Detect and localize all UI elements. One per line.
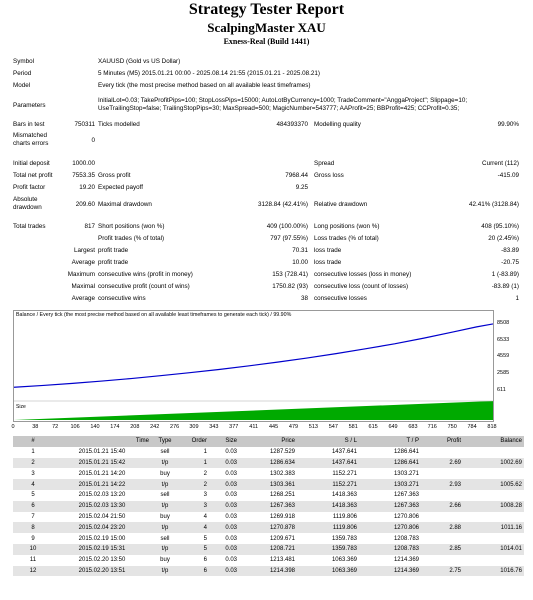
x-tick-label: 479: [288, 424, 299, 430]
absolute-drawdown-value: 209.60: [75, 201, 95, 208]
x-tick-label: 445: [268, 424, 279, 430]
deal-profit: [421, 447, 463, 458]
x-tick-label: 140: [90, 424, 100, 430]
deal-balance: [463, 490, 524, 501]
deal-balance: 1014.01: [463, 544, 524, 555]
size-label: Size: [16, 404, 26, 410]
deal-sl: 1119.806: [332, 513, 357, 520]
deal-number: 7: [31, 513, 35, 520]
deal-price: 1209.671: [269, 535, 295, 542]
deal-size: 0.03: [209, 566, 239, 577]
average-consecutive-row: [0, 294, 533, 304]
table-row: [13, 479, 524, 490]
profit-factor-value: 19.20: [79, 184, 95, 191]
symbol-row: [0, 57, 533, 67]
spread-value: Current (112): [482, 160, 519, 167]
deals-header-row: [13, 436, 524, 447]
x-tick-label: 309: [189, 424, 199, 430]
deal-type: sell: [160, 535, 170, 542]
deal-size: 0.03: [225, 535, 237, 542]
largest-loss-trade-value: -83.89: [501, 247, 519, 254]
deal-order: 6: [179, 566, 209, 577]
deal-tp: 1208.783: [359, 544, 421, 555]
x-axis-ticks: [11, 424, 497, 433]
period-row: [0, 69, 533, 79]
deal-tp: 1267.363: [393, 492, 419, 499]
deal-time: 2015.02.20 13:50: [78, 557, 126, 564]
quality-label: Modelling quality: [314, 121, 361, 128]
deal-size: 0.03: [209, 458, 239, 469]
deal-size: 0.03: [209, 544, 239, 555]
deal-time: 2015.01.21 15:40: [78, 449, 126, 456]
deal-size: 0.03: [209, 479, 239, 490]
deal-sl: 1152.271: [297, 479, 359, 490]
gross-profit-value: 7968.44: [285, 172, 308, 179]
average-consecutive-wins-label: consecutive wins: [98, 295, 146, 302]
deal-price: 1270.878: [239, 522, 297, 533]
x-tick-label: 649: [388, 424, 398, 430]
profit-trades-value: 797 (97.55%): [270, 235, 308, 242]
deal-time: 2015.01.21 14:20: [78, 470, 126, 477]
table-row: [13, 566, 524, 577]
initial-deposit-row: [0, 159, 533, 169]
deal-time: 2015.01.21 14:22: [53, 479, 151, 490]
deal-profit: [421, 555, 463, 566]
x-tick-label: 615: [368, 424, 378, 430]
consecutive-losses-money-value: 1 (-83.89): [491, 271, 519, 278]
deal-price: 1302.383: [269, 470, 295, 477]
average-consecutive-losses-value: 1: [515, 295, 519, 302]
deal-profit: [421, 468, 463, 479]
total-trades-value: 817: [84, 223, 95, 230]
maximum-row: [0, 270, 533, 280]
gross-loss-value: -415.09: [497, 172, 519, 179]
deal-sl: 1063.369: [297, 566, 359, 577]
deal-size: 0.03: [209, 501, 239, 512]
col-price: Price: [239, 436, 297, 447]
deal-balance: [463, 468, 524, 479]
initial-deposit-label: Initial deposit: [13, 160, 50, 167]
deal-price: 1269.918: [269, 513, 295, 520]
table-row: [13, 555, 524, 566]
x-tick-label: 683: [408, 424, 418, 430]
largest-label: Largest: [73, 247, 95, 254]
deal-type: t/p: [151, 544, 179, 555]
deal-order: 6: [203, 557, 207, 564]
x-tick-label: 581: [348, 424, 358, 430]
initial-deposit-value: 1000.00: [72, 160, 95, 167]
consecutive-profit-count-value: 1750.82 (93): [272, 283, 308, 290]
x-tick-label: 784: [467, 424, 477, 430]
deal-price: 1213.481: [269, 557, 295, 564]
deal-time: 2015.02.19 15:31: [53, 544, 151, 555]
col-balance: Balance: [463, 436, 524, 447]
y-tick-label: 4559: [497, 353, 510, 360]
period-label: Period: [13, 70, 32, 77]
parameters-line-1: InitialLot=0.03; TakeProfitPips=100; StopLossPips=15000; AutoLotByCurrency=1000; TradeComment="AnggaProject"; Slippage=10;: [98, 97, 468, 104]
table-row: [13, 544, 524, 555]
col-profit: Profit: [421, 436, 463, 447]
deal-profit: 2.85: [421, 544, 463, 555]
net-profit-label: Total net profit: [13, 172, 53, 179]
gross-loss-label: Gross loss: [314, 172, 344, 179]
model-label: Model: [13, 82, 31, 89]
deal-number: 5: [31, 492, 35, 499]
deal-balance: [463, 512, 524, 523]
deal-type: t/p: [151, 566, 179, 577]
deal-number: 10: [13, 544, 53, 555]
maximal-drawdown-value: 3128.84 (42.41%): [257, 201, 308, 208]
average-consecutive-wins-value: 38: [300, 295, 308, 302]
profit-factor-label: Profit factor: [13, 184, 46, 191]
symbol-label: Symbol: [13, 58, 34, 65]
profit-trades-row: [0, 234, 533, 244]
average-profit-trade-label: profit trade: [98, 259, 129, 266]
deal-tp: 1267.363: [359, 501, 421, 512]
deal-number: 3: [31, 470, 35, 477]
deal-order: 2: [179, 479, 209, 490]
maximal-drawdown-label: Maximal drawdown: [98, 201, 152, 208]
deal-number: 12: [13, 566, 53, 577]
x-tick-label: 38: [32, 424, 39, 430]
deal-tp: 1270.806: [359, 522, 421, 533]
largest-row: [0, 246, 533, 256]
deal-number: 6: [13, 501, 53, 512]
deal-tp: 1303.271: [393, 470, 419, 477]
deal-order: 2: [203, 470, 207, 477]
size-area: [14, 401, 493, 420]
deal-profit: [421, 533, 463, 544]
total-trades-label: Total trades: [13, 223, 46, 230]
col-number: #: [13, 436, 53, 447]
deals-table: [13, 436, 524, 576]
table-row: [13, 522, 524, 533]
deal-balance: [463, 533, 524, 544]
average-loss-trade-label: loss trade: [314, 259, 342, 266]
table-row: [13, 501, 524, 512]
deal-tp: 1214.369: [393, 557, 419, 564]
table-row: [13, 512, 524, 523]
deal-order: 1: [179, 458, 209, 469]
deal-type: sell: [160, 449, 170, 456]
deal-size: 0.03: [225, 513, 237, 520]
mismatch-row: [0, 131, 533, 151]
long-positions-value: 408 (95.10%): [481, 223, 519, 230]
deal-time: 2015.01.21 15:42: [53, 458, 151, 469]
deal-tp: 1270.806: [393, 513, 419, 520]
deal-number: 2: [13, 458, 53, 469]
x-tick-label: 106: [70, 424, 80, 430]
x-tick-label: 547: [328, 424, 338, 430]
deal-type: buy: [160, 513, 170, 520]
consecutive-wins-money-value: 153 (728.41): [272, 271, 308, 278]
x-tick-label: 750: [447, 424, 457, 430]
deal-order: 1: [203, 449, 207, 456]
deal-order: 5: [179, 544, 209, 555]
deal-time: 2015.02.19 15:00: [78, 535, 126, 542]
x-tick-label: 0: [11, 424, 15, 430]
maximal-label: Maximal: [71, 283, 95, 290]
deal-tp: 1303.271: [359, 479, 421, 490]
deal-type: sell: [160, 492, 170, 499]
col-type: Type: [151, 436, 179, 447]
mismatch-label-1: Mismatched: [13, 132, 47, 139]
deal-sl: 1437.641: [297, 458, 359, 469]
x-tick-label: 343: [209, 424, 219, 430]
bars-row: [0, 120, 533, 130]
deal-profit: [421, 490, 463, 501]
table-row: [13, 447, 524, 458]
deal-profit: 2.69: [421, 458, 463, 469]
x-tick-label: 411: [249, 424, 259, 430]
deal-price: 1214.398: [239, 566, 297, 577]
drawdown-row: [0, 195, 533, 215]
loss-trades-label: Loss trades (% of total): [314, 235, 379, 242]
col-size: Size: [209, 436, 239, 447]
model-row: [0, 81, 533, 91]
average-label: Average: [71, 259, 95, 266]
mismatch-value: 0: [91, 137, 95, 144]
table-row: [13, 468, 524, 479]
deal-number: 9: [31, 535, 35, 542]
deal-balance: 1005.62: [463, 479, 524, 490]
chart-legend: Balance / Every tick (the most precise method based on all available least timeframes to generate each tick) / 99.90%: [16, 312, 292, 318]
consecutive-loss-count-value: -83.89 (1): [491, 283, 519, 290]
deal-balance: 1002.69: [463, 458, 524, 469]
deal-profit: 2.66: [421, 501, 463, 512]
deal-balance: 1008.28: [463, 501, 524, 512]
deal-size: 0.03: [225, 449, 237, 456]
parameters-line-2: UseTrailingStop=false; TrailingStopPips=30; MaxSpread=500; MagicNumber=543777; AAProfit=25; BBProfit=425; CCProfit=0.35;: [98, 105, 460, 112]
deal-type: t/p: [151, 501, 179, 512]
deal-price: 1267.363: [239, 501, 297, 512]
balance-chart: [13, 310, 494, 422]
model-value: Every tick (the most precise method based on all available least timeframes): [98, 82, 311, 89]
largest-profit-trade-value: 70.31: [292, 247, 308, 254]
deal-order: 3: [203, 492, 207, 499]
deal-time: 2015.02.03 13:30: [53, 501, 151, 512]
profit-factor-row: [0, 183, 533, 193]
largest-profit-trade-label: profit trade: [98, 247, 129, 254]
consecutive-wins-money-label: consecutive wins (profit in money): [98, 271, 193, 278]
deal-profit: 2.75: [421, 566, 463, 577]
x-tick-label: 818: [487, 424, 497, 430]
x-tick-label: 208: [130, 424, 140, 430]
deal-tp: 1286.641: [359, 458, 421, 469]
deal-type: t/p: [151, 479, 179, 490]
deal-profit: 2.88: [421, 522, 463, 533]
x-tick-label: 174: [110, 424, 120, 430]
deal-profit: [421, 512, 463, 523]
y-tick-label: 6533: [497, 336, 510, 343]
deal-order: 5: [203, 535, 207, 542]
col-tp: T / P: [359, 436, 421, 447]
deal-price: 1268.251: [269, 492, 295, 499]
x-tick-label: 276: [170, 424, 180, 430]
deal-balance: 1016.76: [463, 566, 524, 577]
deal-sl: 1437.641: [331, 449, 357, 456]
table-row: [13, 533, 524, 544]
average-loss-trade-value: -20.75: [501, 259, 519, 266]
deal-price: 1208.721: [239, 544, 297, 555]
expert-name: ScalpingMaster XAU: [207, 20, 326, 35]
maximal-row: [0, 282, 533, 292]
balance-chart-svg: [14, 311, 493, 421]
deal-price: 1286.634: [239, 458, 297, 469]
average-row: [0, 258, 533, 268]
bars-value: 750311: [74, 121, 95, 128]
deal-tp: 1214.369: [359, 566, 421, 577]
symbol-value: XAUUSD (Gold vs US Dollar): [98, 58, 181, 65]
deal-type: t/p: [151, 458, 179, 469]
deal-time: 2015.02.03 13:20: [78, 492, 126, 499]
deal-size: 0.03: [225, 492, 237, 499]
period-value: 5 Minutes (M5) 2015.01.21 00:00 - 2025.08.14 21:55 (2015.01.21 - 2025.08.21): [98, 70, 320, 77]
mismatch-label-2: charts errors: [13, 140, 49, 147]
deal-type: t/p: [151, 522, 179, 533]
total-trades-row: [0, 222, 533, 232]
relative-drawdown-value: 42.41% (3128.84): [468, 201, 519, 208]
deal-profit: 2.93: [421, 479, 463, 490]
deal-type: buy: [160, 470, 170, 477]
deal-number: 4: [13, 479, 53, 490]
deal-size: 0.03: [225, 470, 237, 477]
x-tick-label: 72: [52, 424, 59, 430]
parameters-row: [0, 97, 533, 117]
y-tick-label: 2585: [497, 369, 510, 376]
gross-profit-label: Gross profit: [98, 172, 131, 179]
deal-balance: [463, 555, 524, 566]
deal-time: 2015.02.04 21:50: [78, 513, 126, 520]
net-profit-row: [0, 171, 533, 181]
deal-type: buy: [160, 557, 170, 564]
loss-trades-value: 20 (2.45%): [488, 235, 519, 242]
deal-balance: [463, 447, 524, 458]
expected-payoff-value: 9.25: [295, 184, 308, 191]
deal-price: 1287.529: [269, 449, 295, 456]
table-row: [13, 490, 524, 501]
average-consecutive-losses-label: consecutive losses: [314, 295, 367, 302]
table-row: [13, 458, 524, 469]
spread-label: Spread: [314, 160, 335, 167]
short-positions-value: 409 (100.00%): [266, 223, 308, 230]
ticks-label: Ticks modelled: [98, 121, 140, 128]
deal-sl: 1418.363: [297, 501, 359, 512]
largest-loss-trade-label: loss trade: [314, 247, 342, 254]
deal-sl: 1359.783: [297, 544, 359, 555]
report-title: Strategy Tester Report: [188, 1, 345, 18]
deal-number: 8: [13, 522, 53, 533]
deal-number: 1: [31, 449, 35, 456]
average-consecutive-label: Average: [71, 295, 95, 302]
parameters-label: Parameters: [13, 102, 46, 109]
deal-order: 4: [203, 513, 207, 520]
quality-value: 99.90%: [497, 121, 519, 128]
deal-time: 2015.02.04 23:20: [53, 522, 151, 533]
x-tick-label: 513: [308, 424, 318, 430]
x-tick-label: 716: [427, 424, 437, 430]
y-tick-label: 611: [497, 386, 506, 393]
deal-size: 0.03: [225, 557, 237, 564]
deal-balance: 1011.16: [463, 522, 524, 533]
x-tick-label: 377: [229, 424, 239, 430]
expected-payoff-label: Expected payoff: [98, 184, 144, 191]
deal-tp: 1286.641: [393, 449, 419, 456]
deal-sl: 1418.363: [331, 492, 357, 499]
deal-size: 0.03: [209, 522, 239, 533]
deal-order: 3: [179, 501, 209, 512]
deal-order: 4: [179, 522, 209, 533]
relative-drawdown-label: Relative drawdown: [314, 201, 368, 208]
col-sl: S / L: [297, 436, 359, 447]
deal-price: 1303.361: [239, 479, 297, 490]
absolute-drawdown-label-1: Absolute: [13, 196, 38, 203]
bars-label: Bars in test: [13, 121, 45, 128]
deal-sl: 1063.369: [331, 557, 357, 564]
average-profit-trade-value: 10.00: [292, 259, 308, 266]
maximum-label: Maximum: [67, 271, 95, 278]
deal-tp: 1208.783: [393, 535, 419, 542]
deal-time: 2015.02.20 13:51: [53, 566, 151, 577]
deal-sl: 1359.783: [331, 535, 357, 542]
server-build: Exness-Real (Build 1441): [223, 37, 310, 46]
ticks-value: 484393370: [276, 121, 308, 128]
consecutive-losses-money-label: consecutive losses (loss in money): [314, 271, 412, 278]
balance-line: [14, 324, 493, 387]
deal-number: 11: [29, 557, 37, 564]
net-profit-value: 7553.35: [72, 172, 95, 179]
short-positions-label: Short positions (won %): [98, 223, 165, 230]
col-time: Time: [53, 436, 151, 447]
long-positions-label: Long positions (won %): [314, 223, 380, 230]
deal-sl: 1152.271: [332, 470, 357, 477]
deal-sl: 1119.806: [297, 522, 359, 533]
profit-trades-label: Profit trades (% of total): [98, 235, 165, 242]
y-tick-label: 8508: [497, 320, 510, 327]
x-tick-label: 242: [150, 424, 160, 430]
absolute-drawdown-label-2: drawdown: [13, 204, 42, 211]
consecutive-loss-count-label: consecutive loss (count of losses): [314, 283, 409, 290]
consecutive-profit-count-label: consecutive profit (count of wins): [98, 283, 190, 290]
col-order: Order: [179, 436, 209, 447]
